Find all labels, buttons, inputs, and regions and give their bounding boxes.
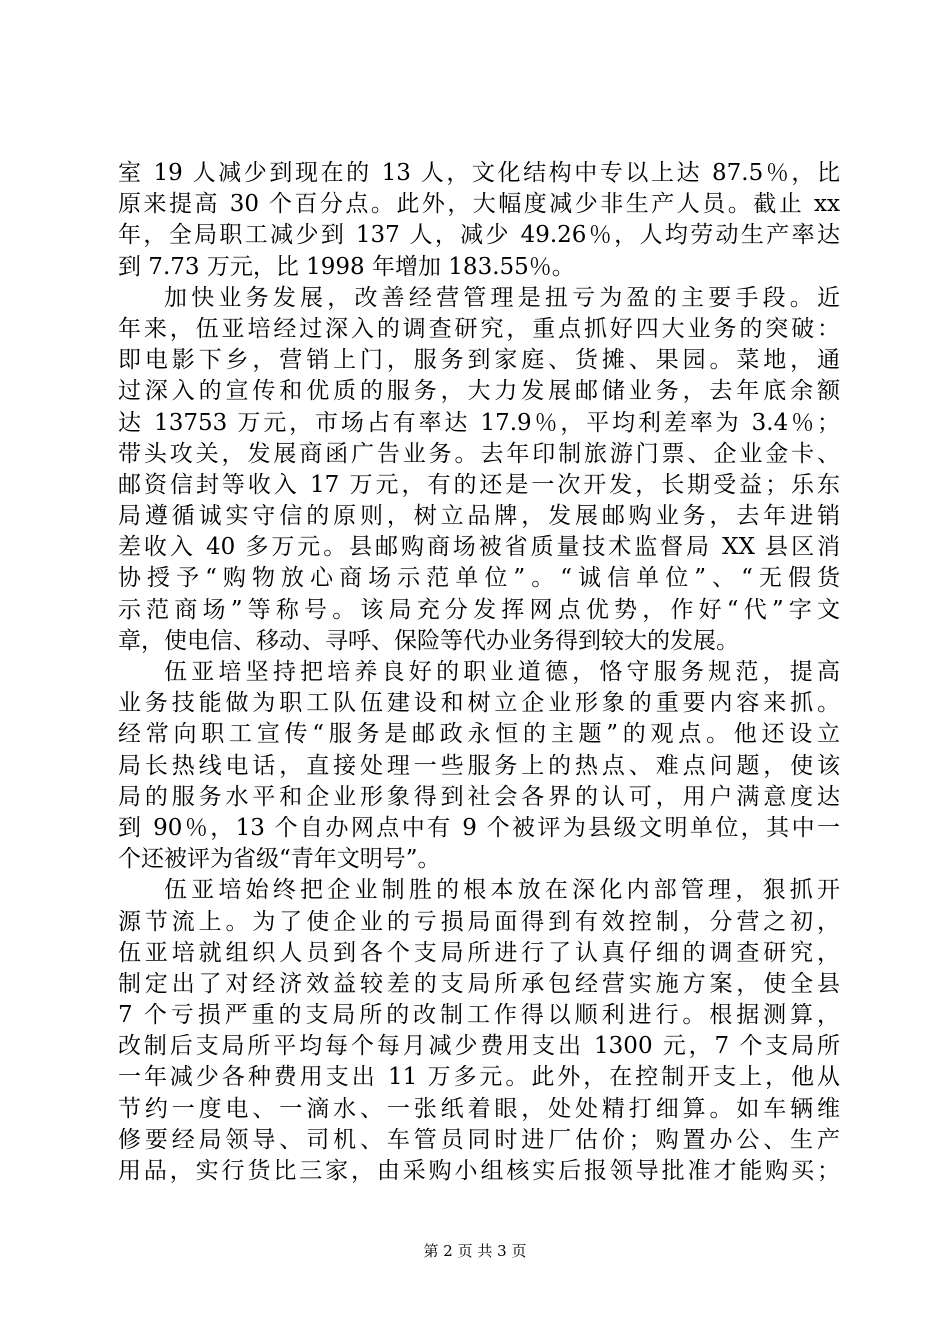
text-line: 用品，实行货比三家，由采购小组核实后报领导批准才能购买； [118, 1158, 840, 1184]
text-line: 达 13753 万元，市场占有率达 17.9％，平均利差率为 3.4％； [118, 409, 840, 436]
text-line: 即电影下乡，营销上门，服务到家庭、货摊、果园。菜地，通 [118, 347, 840, 374]
text-line: 7 个亏损严重的支局所的改制工作得以顺利进行。根据测算， [118, 1002, 840, 1029]
text-line: 到 90％，13 个自办网点中有 9 个被评为县级文明单位，其中一 [118, 814, 840, 841]
text-line: 邮资信封等收入 17 万元，有的还是一次开发，长期受益；乐东 [118, 471, 840, 498]
text-line: 个还被评为省级“青年文明号”。 [118, 846, 441, 873]
text-line: 到 7.73 万元，比 1998 年增加 183.55％。 [118, 253, 575, 280]
text-line: 示范商场”等称号。该局充分发挥网点优势，作好“代”字文 [118, 596, 840, 623]
text-line: 改制后支局所平均每个每月减少费用支出 1300 元，7 个支局所 [118, 1033, 840, 1060]
text-line: 经常向职工宣传“服务是邮政永恒的主题”的观点。他还设立 [118, 721, 840, 748]
text-line: 制定出了对经济效益较差的支局所承包经营实施方案，使全县 [118, 970, 840, 997]
text-line: 修要经局领导、司机、车管员同时进厂估价；购置办公、生产 [118, 1126, 840, 1153]
text-line: 源节流上。为了使企业的亏损局面得到有效控制，分营之初， [118, 908, 840, 935]
text-line: 一年减少各种费用支出 11 万多元。此外，在控制开支上，他从 [118, 1064, 840, 1091]
text-line: 年，全局职工减少到 137 人，减少 49.26％，人均劳动生产率达 [118, 222, 840, 249]
text-line: 伍亚培始终把企业制胜的根本放在深化内部管理，狠抓开 [164, 877, 840, 904]
text-line: 年来，伍亚培经过深入的调查研究，重点抓好四大业务的突破： [118, 315, 840, 342]
page-footer: 第 2 页 共 3 页 [423, 1242, 527, 1260]
text-line: 原来提高 30 个百分点。此外，大幅度减少非生产人员。截止 xx [118, 191, 840, 218]
text-line: 带头攻关，发展商函广告业务。去年印制旅游门票、企业金卡、 [118, 440, 840, 467]
text-line: 伍亚培坚持把培养良好的职业道德，恪守服务规范，提高 [164, 659, 840, 685]
text-line: 协授予“购物放心商场示范单位”。“诚信单位”、“无假货 [118, 565, 840, 592]
text-line: 业务技能做为职工队伍建设和树立企业形象的重要内容来抓。 [118, 690, 840, 717]
text-line: 室 19 人减少到现在的 13 人，文化结构中专以上达 87.5％，比 [118, 160, 840, 186]
document-body [118, 158, 840, 1187]
text-line: 局的服务水平和企业形象得到社会各界的认可，用户满意度达 [118, 783, 840, 810]
text-line: 伍亚培就组织人员到各个支局所进行了认真仔细的调查研究， [118, 939, 840, 966]
text-line: 局遵循诚实守信的原则，树立品牌，发展邮购业务，去年进销 [118, 503, 840, 530]
text-line: 过深入的宣传和优质的服务，大力发展邮储业务，去年底余额 [118, 378, 840, 405]
text-line: 局长热线电话，直接处理一些服务上的热点、难点问题，使该 [118, 752, 840, 779]
text-line: 章，使电信、移动、寻呼、保险等代办业务得到较大的发展。 [118, 627, 739, 654]
text-line: 加快业务发展，改善经营管理是扭亏为盈的主要手段。近 [164, 284, 840, 311]
text-line: 节约一度电、一滴水、一张纸着眼，处处精打细算。如车辆维 [118, 1095, 840, 1122]
text-line: 差收入 40 多万元。县邮购商场被省质量技术监督局 XX 县区消 [118, 534, 840, 561]
